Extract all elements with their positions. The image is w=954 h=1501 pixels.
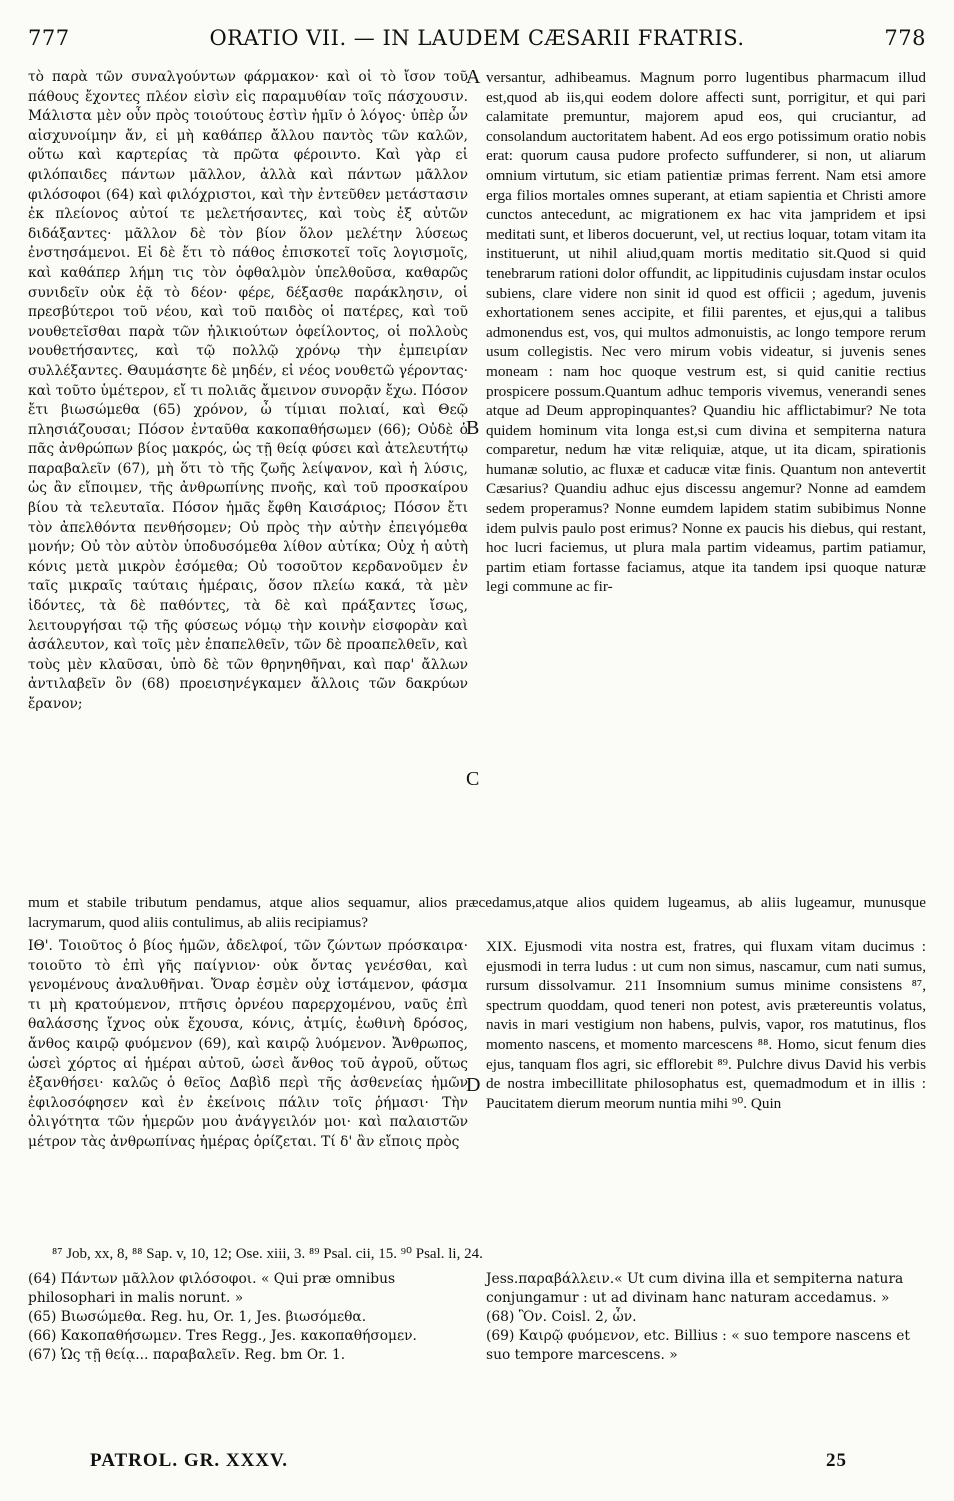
footer-series-title: PATROL. GR. XXXV. (90, 1450, 289, 1471)
critical-notes-right (486, 1270, 926, 1365)
section-marker-b: B (466, 417, 480, 439)
footer-signature-number: 25 (826, 1450, 847, 1471)
latin-full-width-line: mum et stabile tributum pendamus, atque alios sequamur, alios præcedamus,atque alios quidem lugeamus, ab aliis lugeamur, munusque lacrymarum, quod aliis contulimus, ab aliis recipiamus? (28, 894, 926, 931)
running-header (28, 26, 926, 56)
note-item: (68) Ὃν. Coisl. 2, ὧν. (486, 1309, 637, 1325)
note-item: (66) Κακοπαθήσωμεν. Tres Regg., Jes. κακοπαθήσομεν. (28, 1328, 417, 1344)
latin-paragraph-xix: XIX. Ejusmodi vita nostra est, fratres, qui fluxam vitam ducimus : ejusmodi in terra ludus : ut cum non simus, nascamur, cum nati sumus, rursum dissolvamur. 211 Insomnium sumus minime consistens ⁸⁷, spectrum quoddam, quod teneri non potest, avis prætereuntis volatus, navis in mari vestigium non habens, pulvis, vapor, ros matutinus, flos momento nascens, et momento marcescens ⁸⁸. Homo, sicut fenum dies ejus, tanquam flos agri, sic efflorebit ⁸⁹. Pulchre divus David his verbis de nostra imbecillitate philosophatus est, quemadmodum et in illis : Paucitatem dierum meorum nuntia mihi ⁹⁰. Quin (486, 938, 926, 1112)
page-number-right: 778 (884, 26, 926, 50)
latin-column-section-xix (486, 937, 926, 1113)
note-item: (69) Καιρῷ φυόμενον, etc. Billius : « suo tempore nascens et suo tempore marcescens. » (486, 1328, 910, 1363)
greek-paragraph: τὸ παρὰ τῶν συναλγούντων φάρμακον· καὶ οἱ τὸ ἴσον τοῦ πάθους ἔχοντες πλέον εἰσὶν εἰς παραμυθίαν τοῖς πάσχουσιν. Μάλιστα μὲν οὖν πρὸς τοιούτους ἐστὶν ἡμῖν ὁ λόγος· ὑπὲρ ὧν αἰσχυνοίμην ἄν, εἰ μὴ καθάπερ ἄλλου παντὸς τῶν καλῶν, οὕτω καὶ καρτερίας τὰ πρῶτα φέροιντο. Καὶ γὰρ εἰ φιλόπαιδες πάντων μᾶλλον, ἀλλὰ καὶ πάντων μᾶλλον φιλόσοφοι (64) καὶ φιλόχριστοι, καὶ τὴν ἐντεῦθεν μετάστασιν ἐκ πλείονος αὐτοί τε μελετήσαντες, καὶ τοὺς ἐξ αὐτῶν διδάξαντες· μᾶλλον δὲ τὸν βίον ὅλον μελέτην λύσεως ἐνστησάμενοι. Εἰ δὲ ἔτι τὸ πάθος ἐπισκοτεῖ τοῖς λογισμοῖς, καὶ καθάπερ λήμη τις τὸν ὀφθαλμὸν ὑπελθοῦσα, καθαρῶς συνιδεῖν οὐκ ἐᾷ τὸ δέον· φέρε, δέξασθε παράκλησιν, οἱ πρεσβύτεροι τοῦ νέου, καὶ τοῦ παιδὸς οἱ πατέρες, καὶ τοῦ νουθετεῖσθαι παρὰ τῶν ἡλικιούτων ὀφείλοντος, οἱ πολλοὺς νουθετήσαντες, καὶ τῷ πολλῷ χρόνῳ τὴν ἐμπειρίαν συλλέξαντες. Θαυμάσητε δὲ μηδέν, εἰ νέος νουθετῶ γέροντας· καὶ τοῦτο ὑμέτερον, εἴ τι πολιᾶς ἄμεινον συνορᾷν ἔχω. Πόσον ἔτι βιωσώμεθα (65) χρόνον, ὦ τίμιαι πολιαί, καὶ Θεῷ πλησιάζουσαι; Πόσον ἐνταῦθα κακοπαθήσωμεν (66); Οὐδὲ ὁ πᾶς ἀνθρώπων βίος μακρός, ὡς τῇ θείᾳ φύσει καὶ ἀτελευτήτῳ παραβαλεῖν (67), μὴ ὅτι τὸ τῆς ζωῆς λείψανον, καὶ ἡ λύσις, ὡς ἂν εἴποιμεν, τῆς ἀνθρωπίνης πνοῆς, καὶ τοῦ προσκαίρου βίου τὰ τελευταῖα. Πόσον ἡμᾶς ἔφθη Καισάριος; Πόσον ἔτι τὸν ἀπελθόντα πενθήσομεν; Οὐ πρὸς τὴν αὐτὴν ἐπειγόμεθα μονήν; Οὐ τὸν αὐτὸν ὑποδυσόμεθα λίθον αὐτίκα; Οὐχ ἡ αὐτὴ κόνις μετὰ μικρὸν ἐσόμεθα; Οὐ τοσοῦτον κερδανοῦμεν ἐν ταῖς μικραῖς ταύταις ἡμέραις, ὅσον πλείω κακά, τὰ μὲν ἰδόντες, τὰ δὲ παθόντες, τὰ δὲ καὶ πράξαντες ἴσως, λειτουργήσαι τῷ τῆς φύσεως νόμῳ τὴν κοινὴν εἰσφορὰν καὶ ἀσάλευτον, καὶ τοῖς μὲν ἐπαπελθεῖν, τῶν δὲ προαπελθεῖν, καὶ τοὺς μὲν κλαῦσαι, ὑπὸ δὲ τῶν θρηνηθῆναι, καὶ παρ' ἄλλων ἀντιλαβεῖν ὃν (68) προεισηνέγκαμεν ἄλλοις τῶν δακρύων ἔρανον; (28, 69, 468, 712)
latin-column-main (486, 68, 926, 597)
scripture-footnote-references: ⁸⁷ Job, xx, 8, ⁸⁸ Sap. v, 10, 12; Ose. xiii, 3. ⁸⁹ Psal. cii, 15. ⁹⁰ Psal. li, 24. (52, 1246, 483, 1262)
greek-column-section-xix (28, 937, 468, 1153)
section-marker-a: A (466, 66, 481, 88)
note-item: (65) Βιωσώμεθα. Reg. hu, Or. 1, Jes. βιωσόμεθα. (28, 1309, 367, 1325)
section-marker-d: D (466, 1074, 481, 1096)
greek-column-main (28, 68, 468, 715)
greek-paragraph-xix: ΙΘ'. Τοιοῦτος ὁ βίος ἡμῶν, ἀδελφοί, τῶν ζώντων πρόσκαιρα· τοιοῦτο τὸ ἐπὶ γῆς παίγνιον· οὐκ ὄντας γενέσθαι, καὶ γενομένους ἀναλυθῆναι. Ὄναρ ἐσμὲν οὐχ ἱστάμενον, φάσμα τι μὴ κρατούμενον, πτῆσις ὀρνέου παρερχομένου, ναῦς ἐπὶ θαλάσσης ἴχνος οὐκ ἔχουσα, κόνις, ἀτμίς, ἑωθινὴ δρόσος, ἄνθος καιρῷ φυόμενον (69), καὶ καιρῷ λυόμενον. Ἄνθρωπος, ὡσεὶ χόρτος αἱ ἡμέραι αὐτοῦ, ὡσεὶ ἄνθος τοῦ ἀγροῦ, οὕτως ἐξανθήσει· καλῶς ὁ θεῖος Δαβὶδ περὶ τῆς ἀσθενείας ἡμῶν ἐφιλοσόφησεν καὶ ἐν ἐκείνοις πάλιν τοῖς ῥήμασι· Τὴν ὀλιγότητα τῶν ἡμερῶν μου ἀνάγγειλόν μοι· καὶ παλαιστῶν μέτρον τὰς ἀνθρωπίνας ἡμέρας ὁρίζεται. Τί δ' ἂν εἴποις πρὸς (28, 938, 468, 1150)
note-item: (67) Ὡς τῇ θείᾳ... παραβαλεῖν. Reg. bm Or. 1. (28, 1347, 346, 1363)
page-number-left: 777 (28, 26, 70, 50)
latin-paragraph: versantur, adhibeamus. Magnum porro lugentibus pharmacum illud est,quod ab iis,qui eodem dolore affecti sunt, porrigitur, et qui pari calamitate premuntur, majorem apud eos, qui cruciantur, ad consolandum auctoritatem habent. Ad eos ergo potissimum oratio nobis erat: quorum causa pudore profecto suffunderer, si non, ut aliarum omnium virtutum, sic etiam patientiæ primas ferrent. Nam etsi amore erga filios mortales omnes superant, at etiam sapientia et Christi amore cunctos antecedunt, ac migrationem ex hac vita jampridem et ipsi meditati sunt, et liberos docuerunt, vel, ut rectius loquar, totam vitam ita instituerunt, ut nihil aliud,quam mortis meditatio sit.Quod si quid tenebrarum rationi dolor offundit, ac lippitudinis cujusdam instar oculos subiens, clare videre non sinit id quod est officii ; agedum, juvenis exhortationem senes accipite, et filii parentes, et ejus,qui a talibus admonendus est, vos, qui multos admonuistis, ac longo tempore rerum usum collegistis. Nec vero mirum vobis videatur, si juvenis senes moneam : nam hoc quoque vestrum est, si quid canitie rectius prospicere possum.Quantum adhuc temporis vivemus, venerandi senes atque ad Deum appropinquantes? Quandiu hic afflictabimur? Ne tota quidem hominum vita longa est,si cum divina et sempiterna natura comparetur, nedum hæ vitæ reliquiæ, atque, ut ita dicam, spirationis humanæ solutio, ac fluxæ et caducæ vitæ finis. Quantum non antevertit Cæsarius? Quandiu adhuc ejus discessu angemur? Nonne ad eamdem sedem properamus? Nonne eumdem lapidem statim subibimus Nonne idem pulvis paulo post erimus? Nonne ex paucis his diebus, qui restant, hoc lucri faciemus, ut plura mala partim videamus, partim patiamur, partim etiam fortasse faciamus, atque ita tandem ipsi quoque naturæ legi commune ac fir- (486, 69, 926, 596)
note-item: (64) Πάντων μᾶλλον φιλόσοφοι. « Qui præ omnibus philosophari in malis norunt. » (28, 1271, 396, 1306)
header-title: ORATIO VII. — IN LAUDEM CÆSARII FRATRIS. (209, 26, 745, 50)
section-marker-c: C (466, 768, 480, 790)
critical-notes-left (28, 1270, 468, 1365)
note-item: Jess.παραβάλλειν.« Ut cum divina illa et sempiterna natura conjungamur : ut ad divinam hanc naturam accedamus. » (486, 1271, 904, 1306)
